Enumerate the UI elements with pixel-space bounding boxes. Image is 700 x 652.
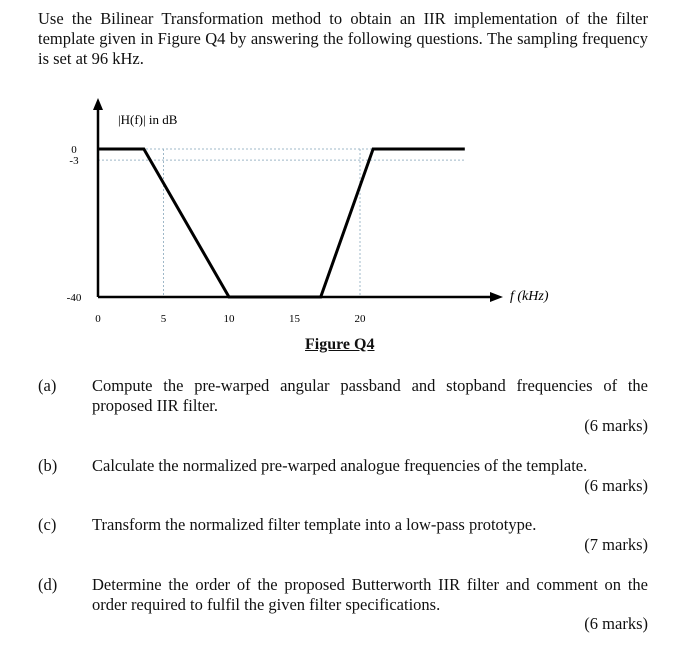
question-label: (d) <box>38 575 58 594</box>
y-tick-label: -3 <box>69 155 79 168</box>
x-tick-label: 0 <box>95 313 101 325</box>
intro-paragraph: Use the Bilinear Transformation method to obtain an IIR implementation of the filter template given in Figure Q4 by answering the following questions. The sampling frequency is set at 96 kHz. <box>38 9 648 68</box>
x-axis-arrow-icon <box>490 292 503 302</box>
y-axis-label: |H(f)| in dB <box>118 112 178 127</box>
question-label: (b) <box>38 456 58 475</box>
x-tick-label: 20 <box>354 313 366 325</box>
x-tick-label: 10 <box>223 313 235 325</box>
figure-caption: Figure Q4 <box>305 336 375 353</box>
y-axis-arrow-icon <box>93 98 103 110</box>
question-label: (a) <box>38 376 57 395</box>
guide-lines <box>98 149 465 297</box>
chart-axes <box>93 98 503 302</box>
x-axis-label: f (kHz) <box>510 289 549 304</box>
question-text: Compute the pre-warped angular passband and stopband frequencies of the proposed IIR filter. <box>92 376 648 415</box>
question-c-marks: (7 marks) <box>584 535 648 554</box>
x-tick-label: 5 <box>160 313 167 325</box>
y-tick-label: 0 <box>71 144 77 156</box>
series-line <box>98 149 465 297</box>
question-b-marks: (6 marks) <box>584 476 648 495</box>
question-text: Calculate the normalized pre-warped analogue frequencies of the template. <box>92 456 588 475</box>
y-tick-label: -40 <box>66 292 82 304</box>
response-curve <box>98 149 465 297</box>
question-label: (c) <box>38 515 57 534</box>
y-tick-labels <box>67 144 82 304</box>
x-tick-label: 15 <box>289 313 300 325</box>
question-text: Determine the order of the proposed Butterworth IIR filter and comment on the order required to fulfil the given filter specifications. <box>92 575 648 614</box>
question-a-marks: (6 marks) <box>584 416 648 435</box>
question-text: Transform the normalized filter template into a low-pass prototype. <box>92 515 537 534</box>
x-tick-labels <box>95 313 366 325</box>
question-d-marks: (6 marks) <box>584 614 648 633</box>
